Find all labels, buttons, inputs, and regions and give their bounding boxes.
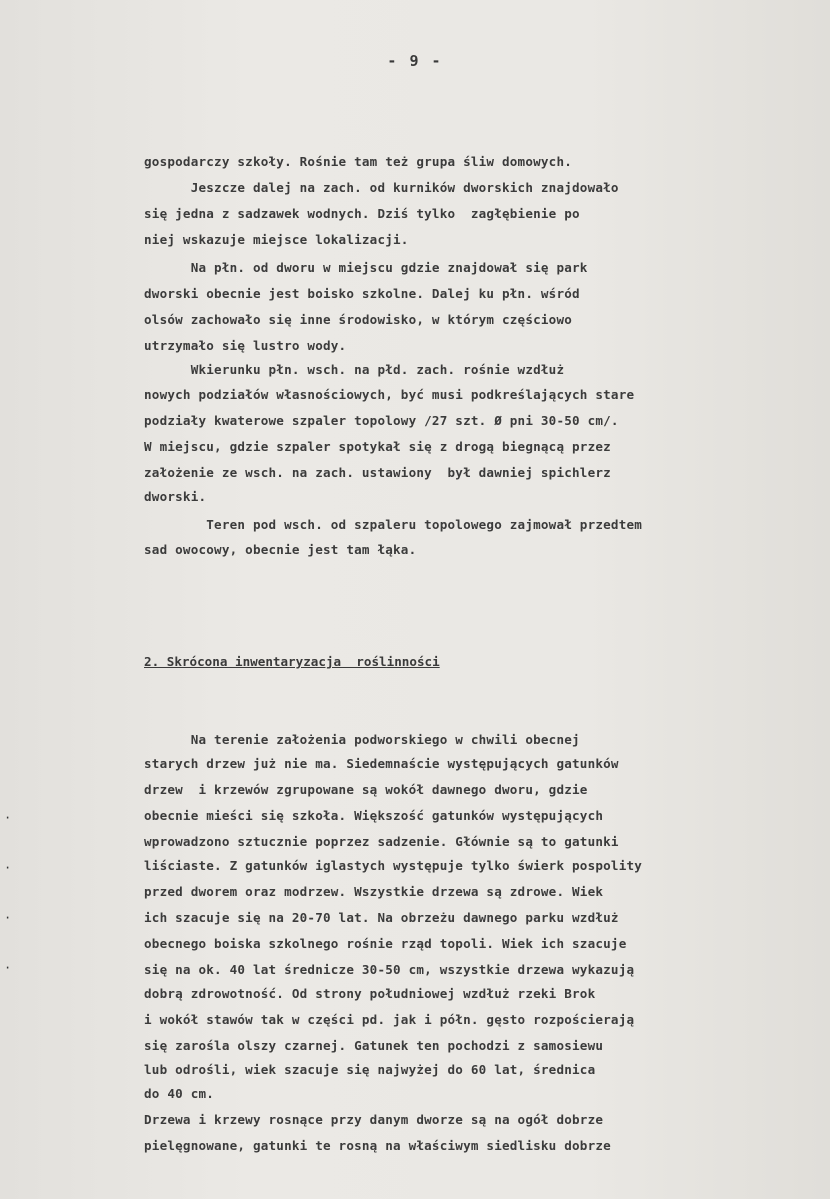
text-line: dworski. (144, 489, 207, 504)
page-number: - 9 - (387, 52, 443, 70)
text-line: obecnie mieści się szkoła. Większość gatunków występujących (144, 808, 604, 823)
text-line: obecnego boiska szkolnego rośnie rząd topoli. Wiek ich szacuje (144, 936, 627, 951)
text-line: Na płn. od dworu w miejscu gdzie znajdował się park (144, 260, 588, 275)
margin-mark: · (4, 811, 12, 825)
text-line: Drzewa i krzewy rosnące przy danym dworze są na ogół dobrze (144, 1112, 604, 1127)
margin-mark: · (4, 861, 12, 875)
text-line: się jedna z sadzawek wodnych. Dziś tylko zagłębienie po (144, 206, 580, 221)
text-line: gospodarczy szkoły. Rośnie tam też grupa śliw domowych. (144, 154, 573, 169)
text-line: podziały kwaterowe szpaler topolowy /27 szt. Ø pni 30-50 cm/. (144, 413, 619, 428)
text-line: Teren pod wsch. od szpaleru topolowego zajmował przedtem (144, 517, 643, 532)
text-line: się zarośla olszy czarnej. Gatunek ten pochodzi z samosiewu (144, 1038, 604, 1053)
text-line: przed dworem oraz modrzew. Wszystkie drzewa są zdrowe. Wiek (144, 884, 604, 899)
text-line: i wokół stawów tak w części pd. jak i półn. gęsto rozpościerają (144, 1012, 635, 1027)
text-line: Wkierunku płn. wsch. na płd. zach. rośnie wzdłuż (144, 362, 565, 377)
text-line: wprowadzono sztucznie poprzez sadzenie. Głównie są to gatunki (144, 834, 619, 849)
text-line: Na terenie założenia podworskiego w chwili obecnej (144, 732, 580, 747)
text-line: lub odrośli, wiek szacuje się najwyżej do 60 lat, średnica (144, 1062, 596, 1077)
text-line: dobrą zdrowotność. Od strony południowej wzdłuż rzeki Brok (144, 986, 596, 1001)
text-line: starych drzew już nie ma. Siedemnaście występujących gatunków (144, 756, 619, 771)
text-line: W miejscu, gdzie szpaler spotykał się z drogą biegnącą przez (144, 439, 611, 454)
margin-mark: · (4, 961, 12, 975)
text-line: dworski obecnie jest boisko szkolne. Dalej ku płn. wśród (144, 286, 580, 301)
text-line: założenie ze wsch. na zach. ustawiony był dawniej spichlerz (144, 465, 611, 480)
text-line: nowych podziałów własnościowych, być musi podkreślających stare (144, 387, 635, 402)
text-line: pielęgnowane, gatunki te rosną na właściwym siedlisku dobrze (144, 1138, 611, 1153)
text-line: się na ok. 40 lat średnicze 30-50 cm, wszystkie drzewa wykazują (144, 962, 635, 977)
section-heading: 2. Skrócona inwentaryzacja roślinności (144, 654, 440, 669)
text-line: olsów zachowało się inne środowisko, w którym częściowo (144, 312, 573, 327)
text-line: do 40 cm. (144, 1086, 215, 1101)
text-line: drzew i krzewów zgrupowane są wokół dawnego dworu, gdzie (144, 782, 588, 797)
text-line: liściaste. Z gatunków iglastych występuje tylko świerk pospolity (144, 858, 643, 873)
margin-mark: · (4, 911, 12, 925)
text-line: sad owocowy, obecnie jest tam łąka. (144, 542, 417, 557)
text-line: ich szacuje się na 20-70 lat. Na obrzeżu dawnego parku wzdłuż (144, 910, 619, 925)
text-line: niej wskazuje miejsce lokalizacji. (144, 232, 409, 247)
text-line: Jeszcze dalej na zach. od kurników dworskich znajdowało (144, 180, 619, 195)
text-line: utrzymało się lustro wody. (144, 338, 347, 353)
